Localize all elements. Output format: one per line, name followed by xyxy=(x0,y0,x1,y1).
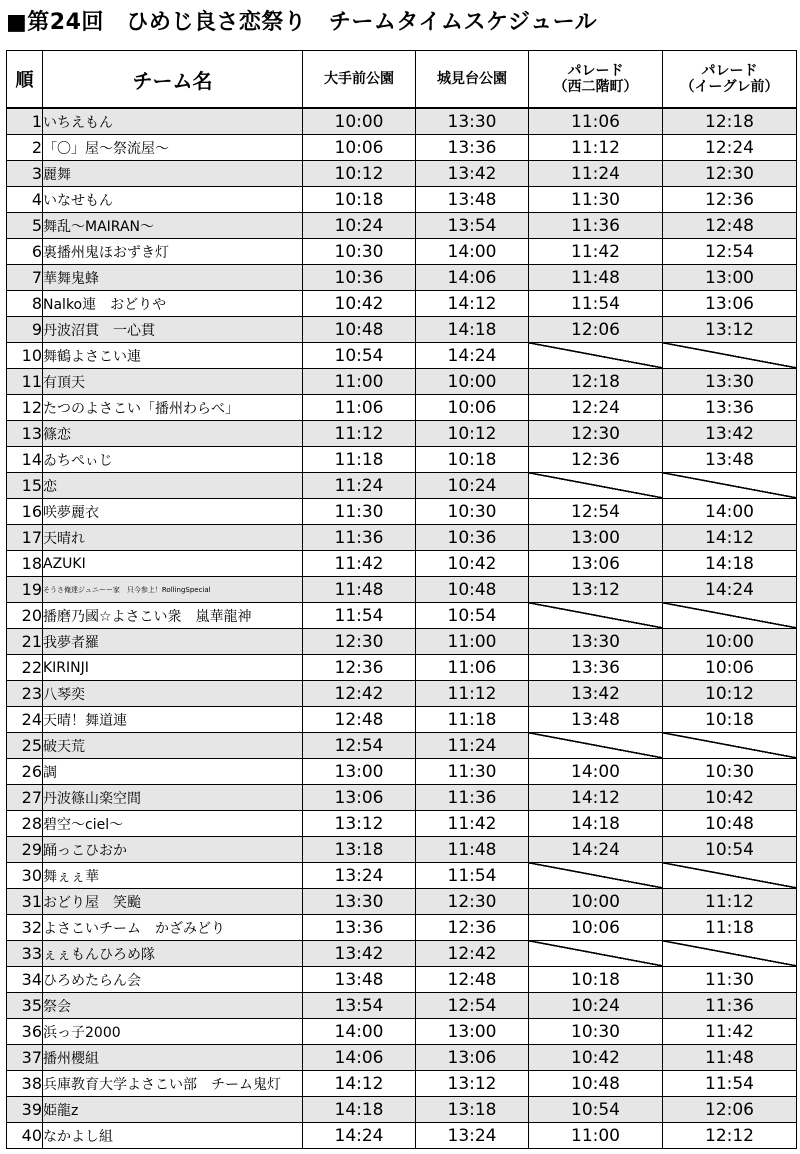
order-cell: 24 xyxy=(7,707,43,733)
parade-egret-time-cell: 13:12 xyxy=(663,317,797,343)
shiromidai-time-cell: 10:30 xyxy=(416,499,529,525)
order-cell: 7 xyxy=(7,265,43,291)
shiromidai-time-cell: 10:42 xyxy=(416,551,529,577)
otemae-time-cell: 12:36 xyxy=(303,655,416,681)
table-row xyxy=(7,291,797,317)
table-row xyxy=(7,473,797,499)
otemae-time-cell: 12:54 xyxy=(303,733,416,759)
shiromidai-time-cell: 10:36 xyxy=(416,525,529,551)
table-row xyxy=(7,369,797,395)
otemae-time-cell: 10:06 xyxy=(303,135,416,161)
parade-nishinikaimachi-time-cell: 12:06 xyxy=(529,317,663,343)
table-row xyxy=(7,317,797,343)
parade-nishinikaimachi-time-cell xyxy=(529,473,663,499)
parade-nishinikaimachi-time-cell: 13:48 xyxy=(529,707,663,733)
otemae-time-cell: 11:48 xyxy=(303,577,416,603)
parade-nishinikaimachi-time-cell: 14:18 xyxy=(529,811,663,837)
parade-egret-time-cell: 12:36 xyxy=(663,187,797,213)
team-name-cell: 裏播州鬼ほおずき灯 xyxy=(43,239,303,265)
order-cell: 18 xyxy=(7,551,43,577)
table-row xyxy=(7,681,797,707)
schedule-body xyxy=(7,108,797,1149)
header-parade-label: パレード xyxy=(701,63,758,79)
shiromidai-time-cell: 14:18 xyxy=(416,317,529,343)
shiromidai-time-cell: 12:48 xyxy=(416,967,529,993)
table-row xyxy=(7,1019,797,1045)
otemae-time-cell: 11:12 xyxy=(303,421,416,447)
table-row xyxy=(7,967,797,993)
table-row xyxy=(7,655,797,681)
otemae-time-cell: 13:00 xyxy=(303,759,416,785)
otemae-time-cell: 12:30 xyxy=(303,629,416,655)
table-row xyxy=(7,785,797,811)
order-cell: 4 xyxy=(7,187,43,213)
shiromidai-time-cell: 13:24 xyxy=(416,1123,529,1149)
parade-nishinikaimachi-time-cell: 10:54 xyxy=(529,1097,663,1123)
header-parade-label: パレード xyxy=(567,63,624,79)
header-parade-nishinikaimachi xyxy=(529,51,663,109)
parade-nishinikaimachi-time-cell: 12:54 xyxy=(529,499,663,525)
shiromidai-time-cell: 11:42 xyxy=(416,811,529,837)
order-cell: 36 xyxy=(7,1019,43,1045)
table-row xyxy=(7,889,797,915)
order-cell: 32 xyxy=(7,915,43,941)
table-row xyxy=(7,603,797,629)
parade-egret-time-cell: 14:24 xyxy=(663,577,797,603)
order-cell: 33 xyxy=(7,941,43,967)
order-cell: 22 xyxy=(7,655,43,681)
parade-nishinikaimachi-time-cell: 11:48 xyxy=(529,265,663,291)
table-row xyxy=(7,161,797,187)
team-name-cell: 播州櫻組 xyxy=(43,1045,303,1071)
shiromidai-time-cell: 10:00 xyxy=(416,369,529,395)
parade-egret-time-cell: 11:48 xyxy=(663,1045,797,1071)
team-name-cell: 播磨乃國☆よさこい衆 嵐華龍神 xyxy=(43,603,303,629)
team-name-cell: KIRINJI xyxy=(43,655,303,681)
table-row xyxy=(7,525,797,551)
parade-nishinikaimachi-time-cell: 12:18 xyxy=(529,369,663,395)
otemae-time-cell: 10:42 xyxy=(303,291,416,317)
team-name-cell: たつのよさこい「播州わらべ」 xyxy=(43,395,303,421)
otemae-time-cell: 10:18 xyxy=(303,187,416,213)
team-name-cell: 天晴れ xyxy=(43,525,303,551)
order-cell: 9 xyxy=(7,317,43,343)
team-name-cell: よさこいチーム かざみどり xyxy=(43,915,303,941)
order-cell: 10 xyxy=(7,343,43,369)
table-row xyxy=(7,1123,797,1149)
parade-egret-time-cell: 12:30 xyxy=(663,161,797,187)
schedule-table xyxy=(6,50,797,1149)
shiromidai-time-cell: 10:24 xyxy=(416,473,529,499)
order-cell: 14 xyxy=(7,447,43,473)
parade-egret-time-cell: 10:42 xyxy=(663,785,797,811)
parade-egret-time-cell: 10:30 xyxy=(663,759,797,785)
parade-nishinikaimachi-time-cell: 14:00 xyxy=(529,759,663,785)
parade-nishinikaimachi-time-cell xyxy=(529,603,663,629)
parade-egret-time-cell: 10:54 xyxy=(663,837,797,863)
team-name-cell: 有頂天 xyxy=(43,369,303,395)
header-team-name: チーム名 xyxy=(43,51,303,109)
parade-egret-time-cell: 11:18 xyxy=(663,915,797,941)
otemae-time-cell: 12:42 xyxy=(303,681,416,707)
parade-nishinikaimachi-time-cell: 10:48 xyxy=(529,1071,663,1097)
header-order: 順 xyxy=(7,51,43,109)
otemae-time-cell: 10:24 xyxy=(303,213,416,239)
table-row xyxy=(7,239,797,265)
header-parade-location: （イーグレ前） xyxy=(680,79,779,95)
team-name-cell: 兵庫教育大学よさこい部 チーム鬼灯 xyxy=(43,1071,303,1097)
shiromidai-time-cell: 10:18 xyxy=(416,447,529,473)
team-name-cell: 華舞鬼蜂 xyxy=(43,265,303,291)
otemae-time-cell: 13:36 xyxy=(303,915,416,941)
parade-egret-time-cell: 11:36 xyxy=(663,993,797,1019)
parade-egret-time-cell: 13:42 xyxy=(663,421,797,447)
team-name-cell: 我夢者羅 xyxy=(43,629,303,655)
parade-egret-time-cell xyxy=(663,941,797,967)
otemae-time-cell: 11:00 xyxy=(303,369,416,395)
otemae-time-cell: 13:48 xyxy=(303,967,416,993)
shiromidai-time-cell: 11:18 xyxy=(416,707,529,733)
table-row xyxy=(7,187,797,213)
order-cell: 20 xyxy=(7,603,43,629)
parade-nishinikaimachi-time-cell: 14:12 xyxy=(529,785,663,811)
table-row xyxy=(7,733,797,759)
otemae-time-cell: 11:30 xyxy=(303,499,416,525)
table-row xyxy=(7,1071,797,1097)
team-name-cell: 咲夢麗衣 xyxy=(43,499,303,525)
shiromidai-time-cell: 14:06 xyxy=(416,265,529,291)
shiromidai-time-cell: 13:00 xyxy=(416,1019,529,1045)
order-cell: 25 xyxy=(7,733,43,759)
team-name-cell: 麗舞 xyxy=(43,161,303,187)
header-parade-location: （西二階町） xyxy=(553,79,638,95)
shiromidai-time-cell: 12:30 xyxy=(416,889,529,915)
order-cell: 39 xyxy=(7,1097,43,1123)
page-title: ■第24回 ひめじ良さ恋祭り チームタイムスケジュール xyxy=(6,10,598,35)
team-name-cell: 破天荒 xyxy=(43,733,303,759)
otemae-time-cell: 11:06 xyxy=(303,395,416,421)
parade-egret-time-cell: 11:30 xyxy=(663,967,797,993)
otemae-time-cell: 14:24 xyxy=(303,1123,416,1149)
order-cell: 15 xyxy=(7,473,43,499)
team-name-cell: Nalko連 おどりや xyxy=(43,291,303,317)
shiromidai-time-cell: 13:12 xyxy=(416,1071,529,1097)
order-cell: 11 xyxy=(7,369,43,395)
shiromidai-time-cell: 13:48 xyxy=(416,187,529,213)
order-cell: 29 xyxy=(7,837,43,863)
parade-egret-time-cell xyxy=(663,603,797,629)
parade-egret-time-cell: 13:30 xyxy=(663,369,797,395)
shiromidai-time-cell: 13:30 xyxy=(416,108,529,135)
table-row xyxy=(7,343,797,369)
order-cell: 23 xyxy=(7,681,43,707)
table-row xyxy=(7,499,797,525)
table-row xyxy=(7,915,797,941)
team-name-cell: 篠恋 xyxy=(43,421,303,447)
team-name-cell: 舞ぇぇ華 xyxy=(43,863,303,889)
parade-nishinikaimachi-time-cell: 10:30 xyxy=(529,1019,663,1045)
table-row xyxy=(7,993,797,1019)
order-cell: 26 xyxy=(7,759,43,785)
otemae-time-cell: 13:18 xyxy=(303,837,416,863)
team-name-cell: 姫龍z xyxy=(43,1097,303,1123)
table-row xyxy=(7,447,797,473)
order-cell: 31 xyxy=(7,889,43,915)
shiromidai-time-cell: 13:54 xyxy=(416,213,529,239)
table-row xyxy=(7,108,797,135)
schedule-header xyxy=(7,51,797,109)
shiromidai-time-cell: 11:30 xyxy=(416,759,529,785)
parade-egret-time-cell xyxy=(663,343,797,369)
team-name-cell: いなせもん xyxy=(43,187,303,213)
team-name-cell: 丹波沼貫 一心貫 xyxy=(43,317,303,343)
parade-egret-time-cell: 10:18 xyxy=(663,707,797,733)
parade-egret-time-cell: 12:54 xyxy=(663,239,797,265)
team-name-cell: おどり屋 笑颱 xyxy=(43,889,303,915)
order-cell: 12 xyxy=(7,395,43,421)
order-cell: 6 xyxy=(7,239,43,265)
parade-nishinikaimachi-time-cell: 12:30 xyxy=(529,421,663,447)
parade-egret-time-cell: 12:06 xyxy=(663,1097,797,1123)
otemae-time-cell: 14:06 xyxy=(303,1045,416,1071)
parade-nishinikaimachi-time-cell: 11:06 xyxy=(529,108,663,135)
team-name-cell: 八琴奕 xyxy=(43,681,303,707)
shiromidai-time-cell: 13:36 xyxy=(416,135,529,161)
header-otemae-park: 大手前公園 xyxy=(303,51,416,109)
table-row xyxy=(7,135,797,161)
shiromidai-time-cell: 13:18 xyxy=(416,1097,529,1123)
parade-egret-time-cell: 12:12 xyxy=(663,1123,797,1149)
parade-nishinikaimachi-time-cell: 11:54 xyxy=(529,291,663,317)
order-cell: 2 xyxy=(7,135,43,161)
parade-egret-time-cell: 12:24 xyxy=(663,135,797,161)
order-cell: 5 xyxy=(7,213,43,239)
parade-egret-time-cell: 14:18 xyxy=(663,551,797,577)
otemae-time-cell: 10:30 xyxy=(303,239,416,265)
parade-egret-time-cell: 12:48 xyxy=(663,213,797,239)
shiromidai-time-cell: 12:36 xyxy=(416,915,529,941)
table-row xyxy=(7,551,797,577)
shiromidai-time-cell: 13:42 xyxy=(416,161,529,187)
parade-nishinikaimachi-time-cell: 13:30 xyxy=(529,629,663,655)
team-name-cell: ゐちぺぃじ xyxy=(43,447,303,473)
team-name-cell: いちえもん xyxy=(43,108,303,135)
parade-egret-time-cell: 11:12 xyxy=(663,889,797,915)
shiromidai-time-cell: 10:12 xyxy=(416,421,529,447)
team-name-cell: 舞乱～MAIRAN～ xyxy=(43,213,303,239)
shiromidai-time-cell: 11:48 xyxy=(416,837,529,863)
otemae-time-cell: 12:48 xyxy=(303,707,416,733)
parade-nishinikaimachi-time-cell: 13:42 xyxy=(529,681,663,707)
parade-nishinikaimachi-time-cell: 11:12 xyxy=(529,135,663,161)
shiromidai-time-cell: 11:00 xyxy=(416,629,529,655)
parade-egret-time-cell: 12:18 xyxy=(663,108,797,135)
team-name-cell: 天晴！舞道連 xyxy=(43,707,303,733)
parade-nishinikaimachi-time-cell: 10:18 xyxy=(529,967,663,993)
team-name-cell: 祭会 xyxy=(43,993,303,1019)
team-name-cell: なかよし組 xyxy=(43,1123,303,1149)
parade-nishinikaimachi-time-cell: 13:36 xyxy=(529,655,663,681)
parade-egret-time-cell: 13:00 xyxy=(663,265,797,291)
order-cell: 38 xyxy=(7,1071,43,1097)
parade-nishinikaimachi-time-cell: 11:42 xyxy=(529,239,663,265)
parade-egret-time-cell: 10:12 xyxy=(663,681,797,707)
parade-egret-time-cell xyxy=(663,733,797,759)
table-row xyxy=(7,213,797,239)
team-name-cell: 碧空～ciel～ xyxy=(43,811,303,837)
otemae-time-cell: 11:18 xyxy=(303,447,416,473)
parade-egret-time-cell: 11:54 xyxy=(663,1071,797,1097)
otemae-time-cell: 11:36 xyxy=(303,525,416,551)
parade-nishinikaimachi-time-cell: 12:36 xyxy=(529,447,663,473)
otemae-time-cell: 14:00 xyxy=(303,1019,416,1045)
parade-egret-time-cell xyxy=(663,473,797,499)
table-row xyxy=(7,629,797,655)
shiromidai-time-cell: 10:06 xyxy=(416,395,529,421)
parade-nishinikaimachi-time-cell: 13:00 xyxy=(529,525,663,551)
table-row xyxy=(7,395,797,421)
order-cell: 27 xyxy=(7,785,43,811)
order-cell: 8 xyxy=(7,291,43,317)
otemae-time-cell: 11:24 xyxy=(303,473,416,499)
parade-egret-time-cell: 13:48 xyxy=(663,447,797,473)
team-name-cell: 調 xyxy=(43,759,303,785)
table-row xyxy=(7,811,797,837)
shiromidai-time-cell: 11:24 xyxy=(416,733,529,759)
parade-egret-time-cell: 13:36 xyxy=(663,395,797,421)
shiromidai-time-cell: 14:24 xyxy=(416,343,529,369)
table-row xyxy=(7,265,797,291)
parade-nishinikaimachi-time-cell: 11:30 xyxy=(529,187,663,213)
parade-egret-time-cell: 11:42 xyxy=(663,1019,797,1045)
parade-egret-time-cell: 10:48 xyxy=(663,811,797,837)
table-row xyxy=(7,837,797,863)
parade-egret-time-cell: 10:00 xyxy=(663,629,797,655)
order-cell: 16 xyxy=(7,499,43,525)
team-name-cell: 浜っ子2000 xyxy=(43,1019,303,1045)
parade-egret-time-cell: 14:12 xyxy=(663,525,797,551)
table-row xyxy=(7,577,797,603)
team-name-cell: ひろめたらん会 xyxy=(43,967,303,993)
team-name-cell: 丹波篠山楽空間 xyxy=(43,785,303,811)
parade-nishinikaimachi-time-cell: 10:42 xyxy=(529,1045,663,1071)
table-row xyxy=(7,759,797,785)
team-name-cell: 踊っこひおか xyxy=(43,837,303,863)
order-cell: 35 xyxy=(7,993,43,1019)
parade-nishinikaimachi-time-cell: 10:00 xyxy=(529,889,663,915)
order-cell: 13 xyxy=(7,421,43,447)
order-cell: 28 xyxy=(7,811,43,837)
header-parade-egret xyxy=(663,51,797,109)
otemae-time-cell: 11:54 xyxy=(303,603,416,629)
otemae-time-cell: 13:30 xyxy=(303,889,416,915)
otemae-time-cell: 13:24 xyxy=(303,863,416,889)
table-row xyxy=(7,941,797,967)
parade-nishinikaimachi-time-cell: 13:12 xyxy=(529,577,663,603)
shiromidai-time-cell: 11:12 xyxy=(416,681,529,707)
order-cell: 1 xyxy=(7,108,43,135)
shiromidai-time-cell: 12:54 xyxy=(416,993,529,1019)
parade-egret-time-cell: 14:00 xyxy=(663,499,797,525)
table-row xyxy=(7,863,797,889)
parade-egret-time-cell: 10:06 xyxy=(663,655,797,681)
order-cell: 19 xyxy=(7,577,43,603)
order-cell: 21 xyxy=(7,629,43,655)
otemae-time-cell: 13:12 xyxy=(303,811,416,837)
table-row xyxy=(7,421,797,447)
order-cell: 34 xyxy=(7,967,43,993)
parade-nishinikaimachi-time-cell xyxy=(529,343,663,369)
parade-nishinikaimachi-time-cell: 14:24 xyxy=(529,837,663,863)
otemae-time-cell: 13:54 xyxy=(303,993,416,1019)
shiromidai-time-cell: 10:54 xyxy=(416,603,529,629)
parade-nishinikaimachi-time-cell: 13:06 xyxy=(529,551,663,577)
otemae-time-cell: 13:42 xyxy=(303,941,416,967)
shiromidai-time-cell: 11:54 xyxy=(416,863,529,889)
otemae-time-cell: 14:12 xyxy=(303,1071,416,1097)
otemae-time-cell: 11:42 xyxy=(303,551,416,577)
parade-nishinikaimachi-time-cell: 11:24 xyxy=(529,161,663,187)
parade-nishinikaimachi-time-cell: 12:24 xyxy=(529,395,663,421)
parade-nishinikaimachi-time-cell xyxy=(529,863,663,889)
otemae-time-cell: 10:36 xyxy=(303,265,416,291)
parade-nishinikaimachi-time-cell: 11:36 xyxy=(529,213,663,239)
parade-nishinikaimachi-time-cell xyxy=(529,941,663,967)
team-name-cell: そうさ俺達ジュニーー家 只今参上！RollingSpecial xyxy=(43,577,303,603)
order-cell: 3 xyxy=(7,161,43,187)
shiromidai-time-cell: 14:00 xyxy=(416,239,529,265)
header-shiromidai-park: 城見台公園 xyxy=(416,51,529,109)
team-name-cell: ぇぇもんひろめ隊 xyxy=(43,941,303,967)
table-row xyxy=(7,707,797,733)
parade-egret-time-cell: 13:06 xyxy=(663,291,797,317)
order-cell: 40 xyxy=(7,1123,43,1149)
shiromidai-time-cell: 14:12 xyxy=(416,291,529,317)
otemae-time-cell: 13:06 xyxy=(303,785,416,811)
parade-nishinikaimachi-time-cell: 11:00 xyxy=(529,1123,663,1149)
shiromidai-time-cell: 13:06 xyxy=(416,1045,529,1071)
otemae-time-cell: 10:54 xyxy=(303,343,416,369)
order-cell: 37 xyxy=(7,1045,43,1071)
parade-nishinikaimachi-time-cell: 10:06 xyxy=(529,915,663,941)
order-cell: 30 xyxy=(7,863,43,889)
otemae-time-cell: 10:12 xyxy=(303,161,416,187)
table-row xyxy=(7,1045,797,1071)
parade-nishinikaimachi-time-cell: 10:24 xyxy=(529,993,663,1019)
parade-egret-time-cell xyxy=(663,863,797,889)
table-row xyxy=(7,1097,797,1123)
team-name-cell: 「〇」屋～祭流屋～ xyxy=(43,135,303,161)
order-cell: 17 xyxy=(7,525,43,551)
team-name-cell: 舞鶴よさこい連 xyxy=(43,343,303,369)
otemae-time-cell: 10:00 xyxy=(303,108,416,135)
otemae-time-cell: 10:48 xyxy=(303,317,416,343)
shiromidai-time-cell: 11:06 xyxy=(416,655,529,681)
shiromidai-time-cell: 12:42 xyxy=(416,941,529,967)
otemae-time-cell: 14:18 xyxy=(303,1097,416,1123)
parade-nishinikaimachi-time-cell xyxy=(529,733,663,759)
shiromidai-time-cell: 11:36 xyxy=(416,785,529,811)
shiromidai-time-cell: 10:48 xyxy=(416,577,529,603)
team-name-cell: 恋 xyxy=(43,473,303,499)
team-name-cell: AZUKI xyxy=(43,551,303,577)
